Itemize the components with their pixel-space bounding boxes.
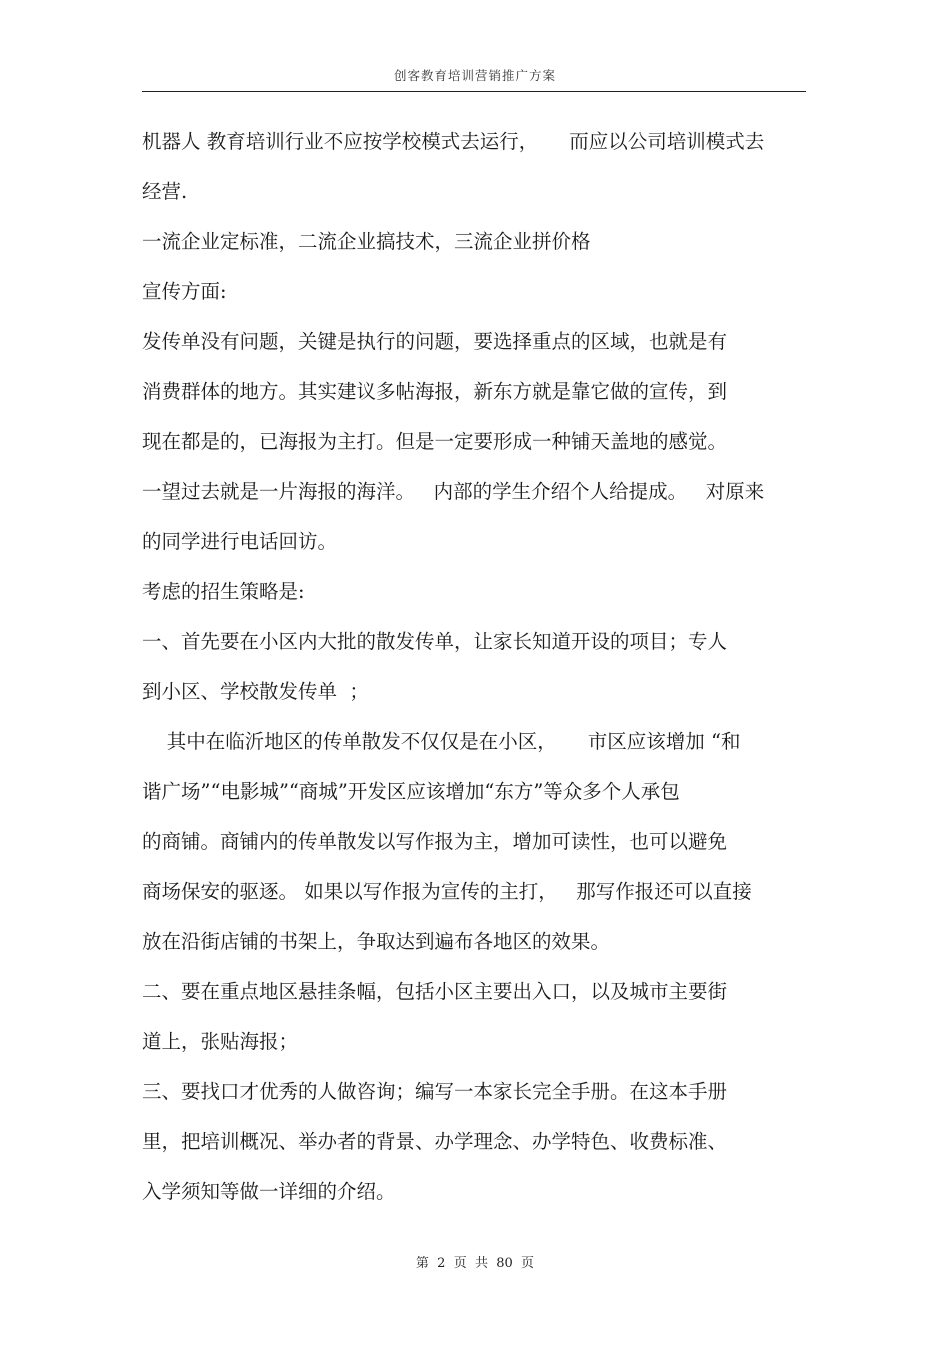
text-line: 到小区、学校散发传单 ； bbox=[142, 680, 369, 703]
text-line: 一流企业定标准，二流企业搞技术，三流企业拼价格 bbox=[142, 230, 591, 253]
text-line: 现在都是的，已海报为主打。但是一定要形成一种铺天盖地的感觉。 bbox=[142, 430, 728, 453]
text-line: 的同学进行电话回访。 bbox=[142, 530, 338, 553]
text-line: 放在沿街店铺的书架上，争取达到遍布各地区的效果。 bbox=[142, 930, 611, 953]
text-line: 三、要找口才优秀的人做咨询；编写一本家长完全手册。在这本手册 bbox=[142, 1080, 728, 1103]
page-header: 创客教育培训营销推广方案 bbox=[393, 68, 556, 83]
text-line: 谐广场”“电影城”“商城”开发区应该增加“东方”等众多个人承包 bbox=[142, 780, 680, 803]
text-line: 其中在临沂地区的传单散发不仅仅是在小区， 市区应该增加 “和 bbox=[142, 730, 741, 753]
text-line: 道上，张贴海报； bbox=[142, 1030, 299, 1053]
text-line: 宣传方面: bbox=[142, 280, 227, 303]
page-number: 第 2 页 共 80 页 bbox=[415, 1256, 535, 1271]
text-line: 经营. bbox=[142, 180, 188, 203]
text-line: 一望过去就是一片海报的海洋。 内部的学生介绍个人给提成。 对原来 bbox=[142, 480, 765, 503]
text-line: 商场保安的驱逐。 如果以写作报为宣传的主打， 那写作报还可以直接 bbox=[142, 880, 752, 903]
text-line: 机器人 教育培训行业不应按学校模式去运行， 而应以公司培训模式去 bbox=[142, 130, 765, 153]
text-line: 一、首先要在小区内大批的散发传单，让家长知道开设的项目；专人 bbox=[142, 630, 728, 653]
text-line: 发传单没有问题，关键是执行的问题，要选择重点的区域，也就是有 bbox=[142, 330, 728, 353]
text-line: 考虑的招生策略是: bbox=[142, 580, 305, 603]
text-line: 入学须知等做一详细的介绍。 bbox=[142, 1180, 396, 1203]
header-divider bbox=[142, 91, 806, 92]
text-line: 消费群体的地方。其实建议多帖海报，新东方就是靠它做的宣传，到 bbox=[142, 380, 728, 403]
text-line: 里，把培训概况、举办者的背景、办学理念、办学特色、收费标准、 bbox=[142, 1130, 728, 1153]
text-line: 的商铺。商铺内的传单散发以写作报为主，增加可读性，也可以避免 bbox=[142, 830, 728, 853]
text-line: 二、要在重点地区悬挂条幅，包括小区主要出入口，以及城市主要街 bbox=[142, 980, 728, 1003]
